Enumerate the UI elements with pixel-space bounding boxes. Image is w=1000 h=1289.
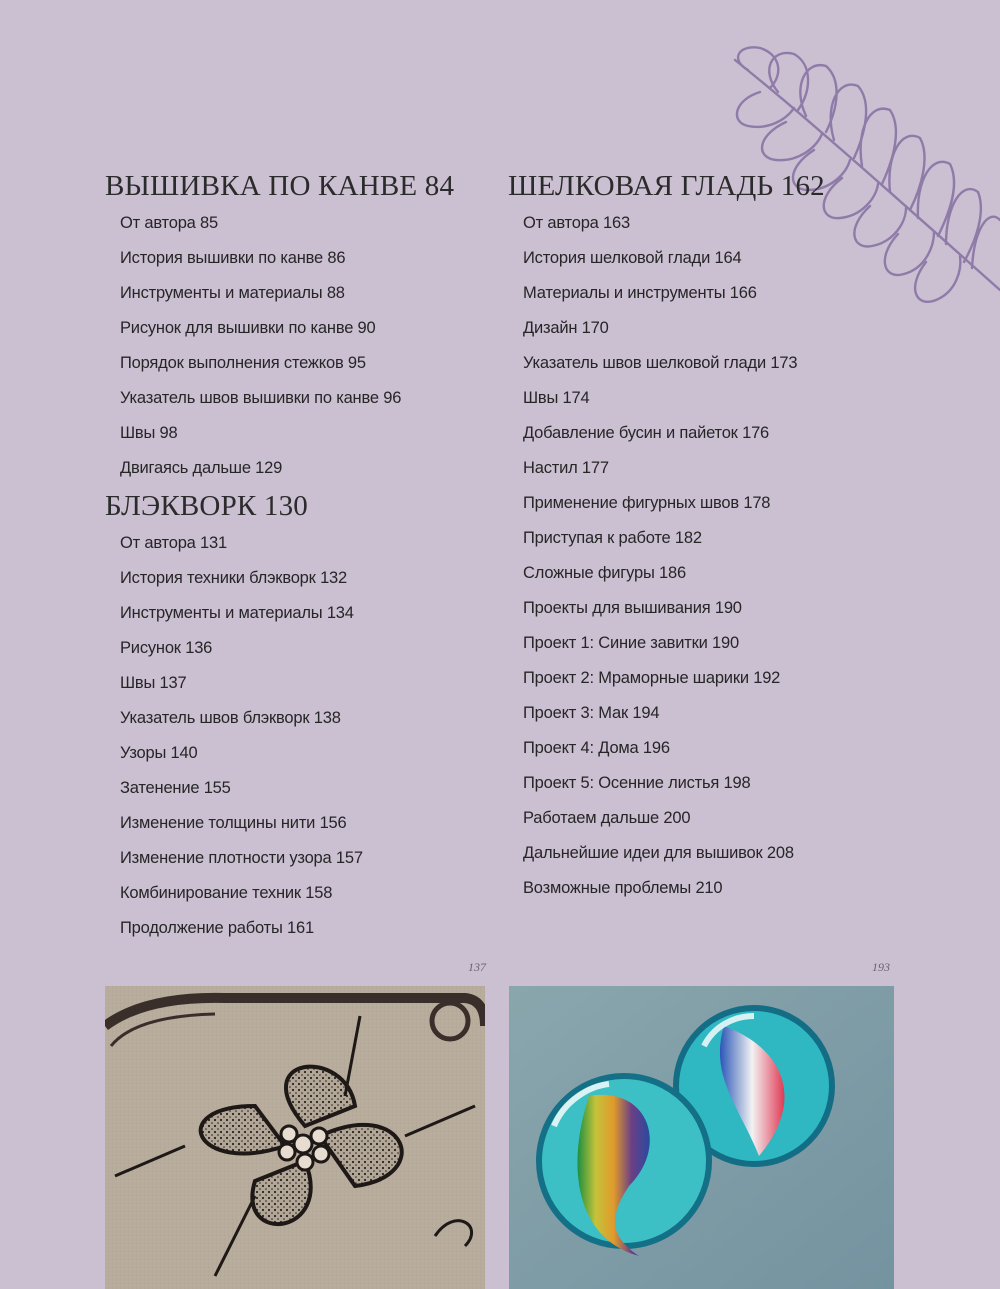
toc-item[interactable]: Проекты для вышивания 190 xyxy=(523,599,742,617)
toc-item[interactable]: Изменение плотности узора 157 xyxy=(120,849,363,867)
toc-item[interactable]: Работаем дальше 200 xyxy=(523,809,691,827)
photo-caption-left: 137 xyxy=(468,960,486,974)
toc-item[interactable]: От автора 163 xyxy=(523,214,630,232)
toc-item[interactable]: Продолжение работы 161 xyxy=(120,919,314,937)
toc-item[interactable]: История шелковой глади 164 xyxy=(523,249,742,267)
toc-item[interactable]: От автора 85 xyxy=(120,214,218,232)
toc-item[interactable]: Швы 174 xyxy=(523,389,590,407)
marbles-embroidery-photo xyxy=(509,986,894,1289)
toc-item[interactable]: Дальнейшие идеи для вышивок 208 xyxy=(523,844,794,862)
toc-item[interactable]: Указатель швов блэкворк 138 xyxy=(120,709,341,727)
section-title-silk[interactable]: ШЕЛКОВАЯ ГЛАДЬ 162 xyxy=(508,170,825,202)
toc-item[interactable]: Рисунок 136 xyxy=(120,639,213,657)
toc-item[interactable]: История вышивки по канве 86 xyxy=(120,249,346,267)
toc-item[interactable]: Применение фигурных швов 178 xyxy=(523,494,771,512)
toc-item[interactable]: Настил 177 xyxy=(523,459,609,477)
section-title-blackwork[interactable]: БЛЭКВОРК 130 xyxy=(105,490,308,522)
toc-item[interactable]: Указатель швов шелковой глади 173 xyxy=(523,354,798,372)
toc-item[interactable]: Сложные фигуры 186 xyxy=(523,564,686,582)
toc-item[interactable]: Проект 3: Мак 194 xyxy=(523,704,660,722)
toc-item[interactable]: Материалы и инструменты 166 xyxy=(523,284,757,302)
toc-item[interactable]: Возможные проблемы 210 xyxy=(523,879,723,897)
toc-item[interactable]: От автора 131 xyxy=(120,534,227,552)
toc-item[interactable]: Швы 137 xyxy=(120,674,187,692)
toc-item[interactable]: Инструменты и материалы 88 xyxy=(120,284,345,302)
toc-item[interactable]: Проект 2: Мраморные шарики 192 xyxy=(523,669,781,687)
toc-item[interactable]: Приступая к работе 182 xyxy=(523,529,702,547)
toc-item[interactable]: Проект 5: Осенние листья 198 xyxy=(523,774,751,792)
toc-item[interactable]: Швы 98 xyxy=(120,424,178,442)
toc-item[interactable]: Комбинирование техник 158 xyxy=(120,884,333,902)
toc-item[interactable]: Инструменты и материалы 134 xyxy=(120,604,354,622)
toc-item[interactable]: Указатель швов вышивки по канве 96 xyxy=(120,389,402,407)
photo-caption-right: 193 xyxy=(872,960,890,974)
toc-item[interactable]: Порядок выполнения стежков 95 xyxy=(120,354,366,372)
toc-list-silk xyxy=(508,206,928,906)
toc-right-column xyxy=(508,166,928,906)
blackwork-embroidery-photo xyxy=(105,986,485,1289)
toc-item[interactable]: Проект 4: Дома 196 xyxy=(523,739,670,757)
toc-left-column xyxy=(105,166,495,946)
toc-item[interactable]: Затенение 155 xyxy=(120,779,231,797)
toc-item[interactable]: Узоры 140 xyxy=(120,744,198,762)
toc-list-blackwork xyxy=(105,526,495,946)
toc-item[interactable]: История техники блэкворк 132 xyxy=(120,569,347,587)
toc-list-canvas xyxy=(105,206,495,486)
toc-item[interactable]: Добавление бусин и пайеток 176 xyxy=(523,424,770,442)
toc-item[interactable]: Проект 1: Синие завитки 190 xyxy=(523,634,739,652)
toc-item[interactable]: Дизайн 170 xyxy=(523,319,609,337)
toc-item[interactable]: Двигаясь дальше 129 xyxy=(120,459,283,477)
toc-item[interactable]: Изменение толщины нити 156 xyxy=(120,814,347,832)
section-title-canvas[interactable]: ВЫШИВКА ПО КАНВЕ 84 xyxy=(105,170,455,202)
toc-item[interactable]: Рисунок для вышивки по канве 90 xyxy=(120,319,376,337)
